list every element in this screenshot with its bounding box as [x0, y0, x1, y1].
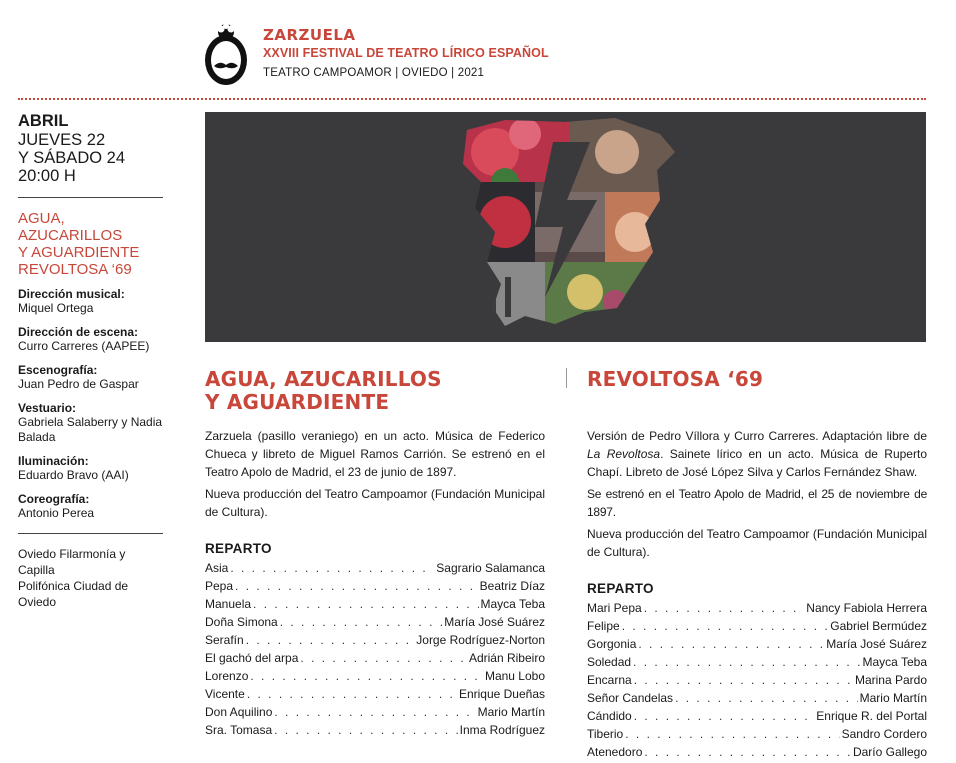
cast-role: Gorgonia: [587, 637, 637, 651]
credit-name: Juan Pedro de Gaspar: [18, 377, 139, 391]
show-description-work-title: La Revoltosa: [587, 447, 661, 461]
cast-actor: Adrián Ribeiro: [468, 651, 545, 665]
cast-list: [587, 599, 927, 761]
cast-row: [205, 667, 545, 685]
dot-leader: [622, 617, 829, 635]
cast-actor: María José Suárez: [826, 637, 927, 651]
cast-actor: Jorge Rodríguez-Norton: [416, 633, 545, 647]
cast-row: [205, 631, 545, 649]
cast-role: Don Aquilino: [205, 705, 273, 719]
cast-row: [205, 613, 545, 631]
festival-title: XXVIII FESTIVAL DE TEATRO LÍRICO ESPAÑOL: [263, 46, 549, 60]
cast-role: Tiberio: [587, 727, 624, 741]
spain-map-collage-image: [205, 112, 926, 342]
show-description: Zarzuela (pasillo veraniego) en un acto. Música de Federico Chueca y libreto de Miguel Ramos Carrión. Se estrenó en el Teatro Apolo de Madrid, el 23 de junio de 1897.: [205, 429, 545, 479]
dot-leader: [253, 595, 478, 613]
cast-row: [205, 577, 545, 595]
hero-image: [205, 112, 926, 342]
cast-actor: Enrique Dueñas: [458, 687, 545, 701]
credit-block: [18, 401, 164, 445]
cast-actor: Mayca Teba: [480, 597, 545, 611]
column-divider: [566, 368, 567, 388]
cast-role: Lorenzo: [205, 669, 249, 683]
cast-actor: Mayca Teba: [862, 655, 927, 669]
cast-role: Soledad: [587, 655, 632, 669]
event-date-line: Y SÁBADO 24: [18, 149, 126, 167]
show-title-line: REVOLTOSA ‘69: [587, 367, 764, 391]
cast-actor: Mario Martín: [477, 705, 545, 719]
cast-role: Atenedoro: [587, 745, 643, 759]
dot-leader: [274, 721, 457, 739]
cast-role: Doña Simona: [205, 615, 278, 629]
cast-role: Mari Pepa: [587, 601, 642, 615]
cast-row: [205, 721, 545, 739]
venue-line: TEATRO CAMPOAMOR | OVIEDO | 2021: [263, 67, 485, 79]
cast-actor: Sandro Cordero: [841, 727, 927, 741]
sidebar-divider: [18, 197, 163, 198]
cast-role: Manuela: [205, 597, 252, 611]
show-production-note: Nueva producción del Teatro Campoamor (Fundación Municipal de Cultura).: [587, 527, 927, 559]
cast-row: [205, 595, 545, 613]
credit-role: Coreografía:: [18, 492, 90, 506]
cast-heading: REPARTO: [205, 541, 272, 556]
show-production-note: Nueva producción del Teatro Campoamor (Fundación Municipal de Cultura).: [205, 487, 545, 519]
credit-block: [18, 492, 164, 521]
cast-row: [587, 743, 927, 761]
cast-role: Encarna: [587, 673, 632, 687]
cast-row: [587, 653, 927, 671]
cast-row: [587, 707, 927, 725]
dot-leader: [274, 703, 475, 721]
event-month: ABRIL: [18, 112, 69, 130]
dot-leader: [247, 685, 457, 703]
zarzuela-logo-icon: [202, 20, 250, 88]
cast-role: Pepa: [205, 579, 234, 593]
dot-leader: [634, 671, 853, 689]
sidebar-divider: [18, 533, 163, 534]
show-section-agua: [205, 368, 545, 739]
cast-actor: Darío Gallego: [852, 745, 927, 759]
cast-role: Señor Candelas: [587, 691, 674, 705]
cast-row: [205, 649, 545, 667]
dot-leader: [230, 559, 434, 577]
credit-role: Dirección de escena:: [18, 325, 139, 339]
dot-leader: [638, 635, 824, 653]
cast-actor: Enrique R. del Portal: [816, 709, 927, 723]
sidebar-title-line: Y AGUARDIENTE: [18, 244, 140, 261]
credit-name: Antonio Perea: [18, 506, 95, 520]
cast-row: [587, 635, 927, 653]
show-title-line: AGUA, AZUCARILLOS: [205, 367, 442, 391]
dot-leader: [250, 667, 483, 685]
sidebar-title-line: AZUCARILLOS: [18, 227, 123, 244]
event-date-line: JUEVES 22: [18, 131, 106, 149]
cast-actor: Sagrario Salamanca: [436, 561, 545, 575]
dot-leader: [246, 631, 415, 649]
cast-role: Cándido: [587, 709, 632, 723]
credit-name: Miquel Ortega: [18, 301, 94, 315]
dot-leader: [235, 577, 478, 595]
orchestra-line: Polifónica Ciudad de Oviedo: [18, 579, 129, 609]
dot-leader: [675, 689, 858, 707]
cast-row: [587, 599, 927, 617]
credit-block: [18, 363, 164, 392]
cast-actor: Mario Martín: [859, 691, 927, 705]
credit-role: Vestuario:: [18, 401, 77, 415]
credit-block: [18, 287, 164, 316]
cast-row: [205, 559, 545, 577]
cast-actor: Marina Pardo: [854, 673, 927, 687]
credit-block: [18, 325, 164, 354]
dot-leader: [280, 613, 443, 631]
credit-name: Eduardo Bravo (AAI): [18, 468, 129, 482]
show-section-revoltosa: [587, 368, 927, 761]
dot-leader: [633, 653, 860, 671]
dot-leader: [644, 599, 805, 617]
cast-role: Asia: [205, 561, 229, 575]
cast-row: [205, 703, 545, 721]
cast-row: [587, 689, 927, 707]
event-time: 20:00 H: [18, 167, 76, 185]
cast-actor: María José Suárez: [444, 615, 545, 629]
show-description-part: Versión de Pedro Víllora y Curro Carreres. Adaptación libre de: [587, 429, 927, 443]
brand-name: ZARZUELA: [263, 26, 356, 44]
credit-role: Escenografía:: [18, 363, 98, 377]
credit-role: Dirección musical:: [18, 287, 125, 301]
dot-leader: [634, 707, 815, 725]
cast-actor: Gabriel Bermúdez: [830, 619, 927, 633]
credit-role: Iluminación:: [18, 454, 89, 468]
cast-row: [587, 617, 927, 635]
cast-actor: Nancy Fabiola Herrera: [806, 601, 927, 615]
show-premiere-note: Se estrenó en el Teatro Apolo de Madrid, el 25 de noviembre de 1897.: [587, 487, 927, 519]
cast-row: [205, 685, 545, 703]
show-description: [587, 427, 927, 481]
cast-list: [205, 559, 545, 739]
dot-leader: [625, 725, 839, 743]
cast-role: Felipe: [587, 619, 620, 633]
cast-row: [587, 671, 927, 689]
dot-leader: [300, 649, 467, 667]
cast-heading: REPARTO: [587, 581, 654, 596]
orchestra-line: Oviedo Filarmonía y Capilla: [18, 547, 126, 577]
credit-name: Curro Carreres (AAPEE): [18, 339, 150, 353]
credit-block: [18, 454, 164, 483]
cast-role: Serafín: [205, 633, 244, 647]
show-description-part: . Sainete lírico en un acto. Música de Ruperto Chapí. Libreto de José López Silva y Carlos Fernández Shaw.: [587, 447, 927, 479]
show-title-line: Y AGUARDIENTE: [205, 390, 390, 414]
cast-role: Sra. Tomasa: [205, 723, 273, 737]
event-sidebar: [18, 112, 164, 610]
cast-actor: Manu Lobo: [484, 669, 545, 683]
cast-row: [587, 725, 927, 743]
credit-name: Balada: [18, 430, 56, 444]
sidebar-title-second: REVOLTOSA ‘69: [18, 261, 132, 278]
cast-role: Vicente: [205, 687, 245, 701]
dot-leader: [644, 743, 851, 761]
credit-name: Gabriela Salaberry y Nadia: [18, 415, 163, 429]
cast-actor: Inma Rodríguez: [459, 723, 545, 737]
header-divider: [18, 98, 926, 100]
cast-role: El gachó del arpa: [205, 651, 299, 665]
sidebar-title-line: AGUA,: [18, 210, 65, 227]
cast-actor: Beatriz Díaz: [479, 579, 545, 593]
